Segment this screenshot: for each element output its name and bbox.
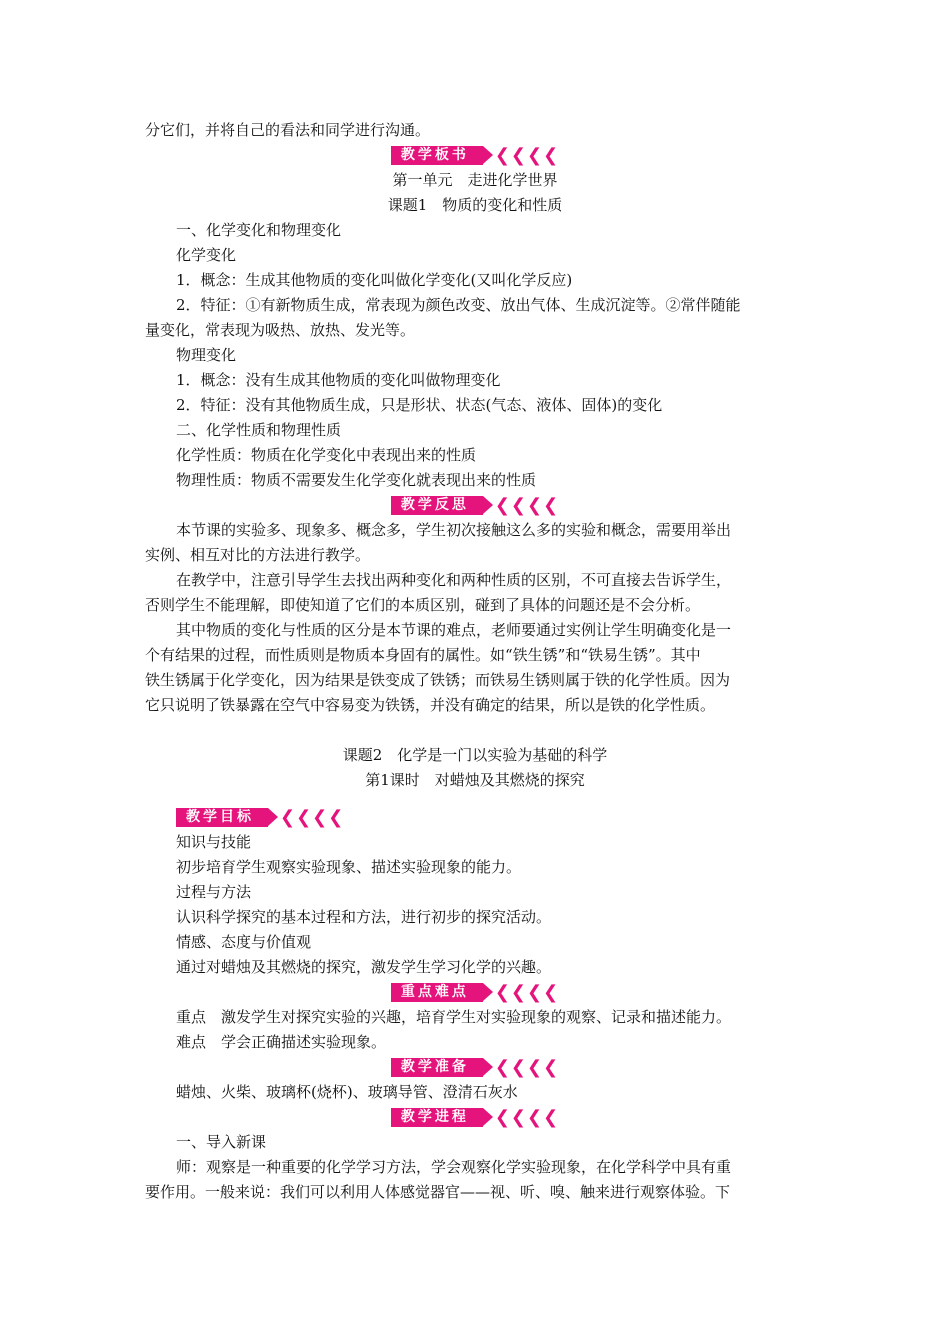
text-line: 个有结果的过程，而性质则是物质本身固有的属性。如“铁生锈”和“铁易生锈”。其中 <box>145 646 701 664</box>
text-line: 2．特征：①有新物质生成，常表现为颜色改变、放出气体、生成沉淀等。②常伴随能 <box>176 296 741 314</box>
text-line: 其中物质的变化与性质的区分是本节课的难点，老师要通过实例让学生明确变化是一 <box>176 621 732 639</box>
chevron-left-icon: ❮❮❮❮ <box>494 495 560 516</box>
banner-label: 教学板书 <box>391 146 483 165</box>
text-line: 重点 激发学生对探究实验的兴趣，培育学生对实验现象的观察、记录和描述能力。 <box>176 1008 732 1026</box>
text-line: 要作用。一般来说：我们可以利用人体感觉器官——视、听、嗅、触来进行观察体验。下 <box>145 1183 731 1201</box>
banner-row <box>145 493 805 518</box>
sub-heading: 化学变化 <box>176 246 237 264</box>
sub-heading: 情感、态度与价值观 <box>176 933 312 951</box>
banner-row <box>145 805 805 830</box>
sub-heading: 过程与方法 <box>176 883 252 901</box>
text-line: 通过对蜡烛及其燃烧的探究，激发学生学习化学的兴趣。 <box>176 958 552 976</box>
chevron-left-icon: ❮❮❮❮ <box>494 1107 560 1128</box>
text-line: 师：观察是一种重要的化学学习方法，学会观察化学实验现象，在化学科学中具有重 <box>176 1158 732 1176</box>
banner-label: 重点难点 <box>391 983 483 1002</box>
banner-label: 教学进程 <box>391 1108 483 1127</box>
chevron-left-icon: ❮❮❮❮ <box>494 1057 560 1078</box>
text-line: 认识科学探究的基本过程和方法，进行初步的探究活动。 <box>176 908 552 926</box>
section-banner-board <box>391 145 559 166</box>
document-page <box>145 118 805 1205</box>
period-title: 第1课时 对蜡烛及其燃烧的探究 <box>365 771 585 789</box>
chevron-left-icon: ❮❮❮❮ <box>494 145 560 166</box>
section-banner-preparation <box>391 1057 559 1078</box>
text-line: 本节课的实验多、现象多、概念多，学生初次接触这么多的实验和概念，需要用举出 <box>176 521 732 539</box>
text-line: 蜡烛、火柴、玻璃杯(烧杯)、玻璃导管、澄清石灰水 <box>176 1083 518 1101</box>
text-line: 初步培育学生观察实验现象、描述实验现象的能力。 <box>176 858 522 876</box>
spacer <box>145 793 805 805</box>
banner-label: 教学目标 <box>176 808 268 827</box>
unit-title: 第一单元 走进化学世界 <box>392 171 558 189</box>
banner-row <box>145 143 805 168</box>
lesson-title: 课题1 物质的变化和性质 <box>387 196 563 214</box>
section-banner-key-points <box>391 982 559 1003</box>
section-banner-reflection <box>391 495 559 516</box>
text-line: 分它们，并将自己的看法和同学进行沟通。 <box>145 121 431 139</box>
text-line: 实例、相互对比的方法进行教学。 <box>145 546 371 564</box>
section-banner-goals <box>176 807 344 828</box>
chevron-left-icon: ❮❮❮❮ <box>494 982 560 1003</box>
banner-row <box>145 1055 805 1080</box>
banner-row <box>145 980 805 1005</box>
section-heading: 一、导入新课 <box>176 1133 267 1151</box>
lesson-title: 课题2 化学是一门以实验为基础的科学 <box>342 746 608 764</box>
text-line: 难点 学会正确描述实验现象。 <box>176 1033 387 1051</box>
banner-label: 教学反思 <box>391 496 483 515</box>
text-line: 化学性质：物质在化学变化中表现出来的性质 <box>176 446 477 464</box>
text-line: 2．特征：没有其他物质生成，只是形状、状态(气态、液体、固体)的变化 <box>176 396 663 414</box>
text-line: 铁生锈属于化学变化，因为结果是铁变成了铁锈；而铁易生锈则属于铁的化学性质。因为 <box>145 671 731 689</box>
text-line: 在教学中，注意引导学生去找出两种变化和两种性质的区别，不可直接去告诉学生， <box>176 571 732 589</box>
text-line: 它只说明了铁暴露在空气中容易变为铁锈，并没有确定的结果，所以是铁的化学性质。 <box>145 696 716 714</box>
chevron-left-icon: ❮❮❮❮ <box>280 807 345 828</box>
text-line: 物理性质：物质不需要发生化学变化就表现出来的性质 <box>176 471 537 489</box>
text-line: 1．概念：生成其他物质的变化叫做化学变化(又叫化学反应) <box>176 271 573 289</box>
sub-heading: 知识与技能 <box>176 833 252 851</box>
banner-row <box>145 1105 805 1130</box>
section-banner-process <box>391 1107 559 1128</box>
section-heading: 一、化学变化和物理变化 <box>176 221 342 239</box>
banner-label: 教学准备 <box>391 1058 483 1077</box>
text-line: 1．概念：没有生成其他物质的变化叫做物理变化 <box>176 371 501 389</box>
text-line: 量变化，常表现为吸热、放热、发光等。 <box>145 321 416 339</box>
text-line: 否则学生不能理解，即使知道了它们的本质区别，碰到了具体的问题还是不会分析。 <box>145 596 701 614</box>
section-heading: 二、化学性质和物理性质 <box>176 421 342 439</box>
sub-heading: 物理变化 <box>176 346 237 364</box>
spacer <box>145 718 805 743</box>
